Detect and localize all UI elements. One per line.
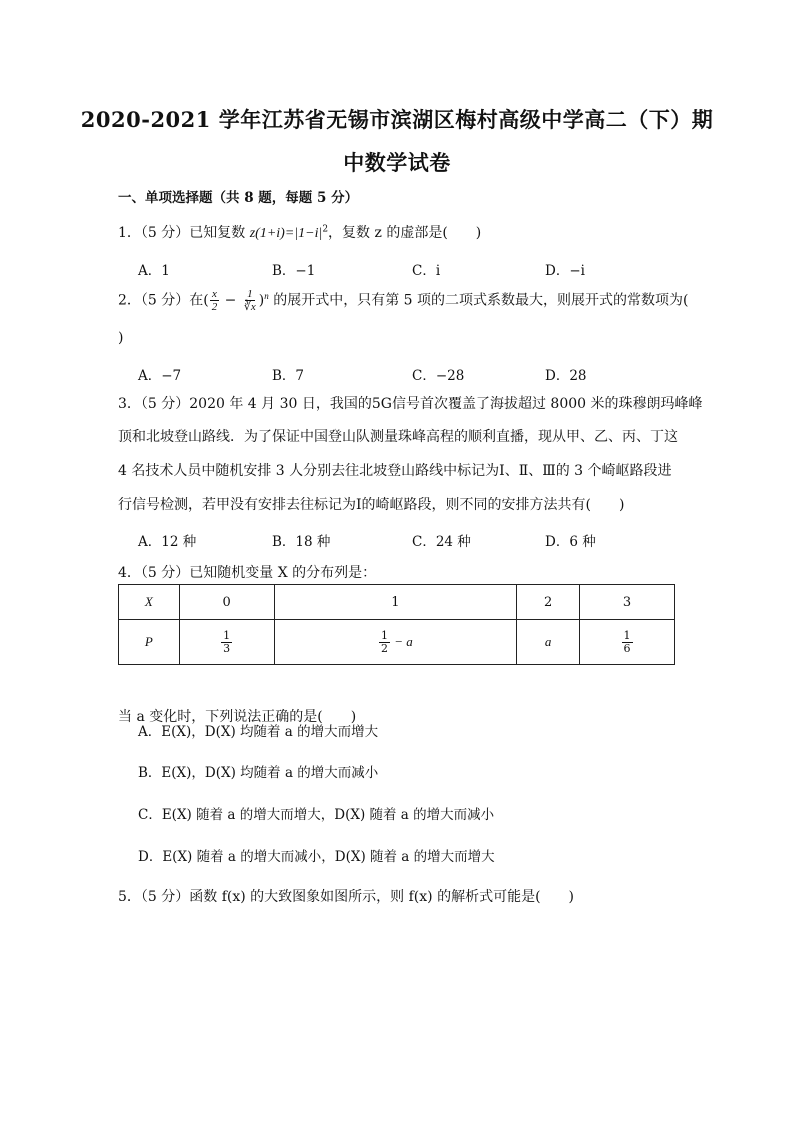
- q3-line-2: 顶和北坡登山路线．为了保证中国登山队测量珠峰高程的顺利直播，现从甲、乙、丙、丁这: [118, 429, 678, 445]
- table-cell: $\frac{1}{2}$ − a: [274, 620, 517, 665]
- q5-stem: 5．（5 分）函数 f(x) 的大致图象如图所示，则 f(x) 的解析式可能是( ): [118, 889, 574, 905]
- table-cell: 2: [517, 585, 580, 620]
- q4-option-d[interactable]: D．E(X) 随着 a 的增大而减小，D(X) 随着 a 的增大而增大: [138, 849, 495, 865]
- section-heading: 一、单项选择题（共 8 题，每题 5 分）: [118, 190, 359, 206]
- fraction: $\frac{1}{6}$: [623, 628, 631, 655]
- q4-stem: 4．（5 分）已知随机变量 X 的分布列是：: [118, 565, 377, 581]
- q3-option-a[interactable]: A．12 种: [138, 534, 197, 550]
- table-row-x: [119, 585, 675, 620]
- q1-expression: z(1+i)=|1−i|: [249, 226, 323, 241]
- q4-option-b[interactable]: B．E(X)，D(X) 均随着 a 的增大而减小: [138, 765, 379, 781]
- q2-option-a[interactable]: A．−7: [138, 368, 182, 384]
- q1-option-b[interactable]: B．−1: [272, 263, 316, 279]
- table-cell: P: [119, 620, 180, 665]
- table-cell: [580, 620, 675, 665]
- q2-fraction-2: $\frac{1}{∛x}$: [243, 288, 256, 313]
- q4-option-a[interactable]: A．E(X)，D(X) 均随着 a 的增大而增大: [138, 724, 379, 740]
- q1-exponent: 2: [322, 224, 329, 235]
- q3-line-3: 4 名技术人员中随机安排 3 人分别去往北坡登山路线中标记为Ⅰ、Ⅱ、Ⅲ的 3 个崎岖路段进: [118, 463, 672, 479]
- q3-option-c[interactable]: C．24 种: [412, 534, 471, 550]
- q2-minus: −: [220, 292, 241, 309]
- q1-option-d[interactable]: D．−i: [545, 263, 585, 279]
- q2-number: 2．（5 分）在(: [118, 292, 209, 309]
- distribution-table: [118, 584, 675, 665]
- q1-option-a[interactable]: A．1: [138, 263, 170, 279]
- exam-title-line2: 中数学试卷: [343, 150, 451, 175]
- q2-paren: ): [258, 292, 265, 309]
- question-1: [118, 222, 481, 242]
- table-cell: a: [517, 620, 580, 665]
- q2-option-b[interactable]: B．7: [272, 368, 305, 384]
- q1-number: 1．（5 分）已知复数: [118, 225, 250, 241]
- table-cell: 0: [179, 585, 274, 620]
- q1-option-c[interactable]: C．i: [412, 263, 441, 279]
- q3-line-4: 行信号检测，若甲没有安排去往标记为Ⅰ的崎岖路段，则不同的安排方法共有( ): [118, 497, 625, 513]
- q4-after-table: 当 a 变化时，下列说法正确的是( ): [118, 709, 357, 725]
- table-cell: 3: [580, 585, 675, 620]
- q3-option-b[interactable]: B．18 种: [272, 534, 331, 550]
- fraction: $\frac{1}{2}$: [380, 628, 388, 655]
- table-cell: X: [119, 585, 180, 620]
- q4-option-c[interactable]: C．E(X) 随着 a 的增大而增大，D(X) 随着 a 的增大而减小: [138, 807, 495, 823]
- table-cell: [179, 620, 274, 665]
- table-row-p: [119, 620, 675, 665]
- q2-option-d[interactable]: D．28: [545, 368, 587, 384]
- q3-option-d[interactable]: D．6 种: [545, 534, 596, 550]
- q3-line-1: 3．（5 分）2020 年 4 月 30 日，我国的5G信号首次覆盖了海拔超过 8000 米的珠穆朗玛峰峰: [118, 396, 703, 412]
- fraction: $\frac{1}{3}$: [223, 628, 231, 655]
- q2-continuation: ): [118, 330, 124, 346]
- q2-fraction-1: $\frac{x}{2}$: [211, 288, 218, 313]
- q2-option-c[interactable]: C．−28: [412, 368, 465, 384]
- q2-tail: 的展开式中，只有第 5 项的二项式系数最大，则展开式的常数项为(: [268, 292, 689, 309]
- q2-power: n: [264, 290, 269, 301]
- exam-title-line1: 2020-2021 学年江苏省无锡市滨湖区梅村高级中学高二（下）期: [80, 107, 714, 132]
- table-cell: 1: [274, 585, 517, 620]
- q1-tail: ，复数 z 的虚部是( ): [328, 225, 482, 241]
- question-2: [118, 288, 688, 313]
